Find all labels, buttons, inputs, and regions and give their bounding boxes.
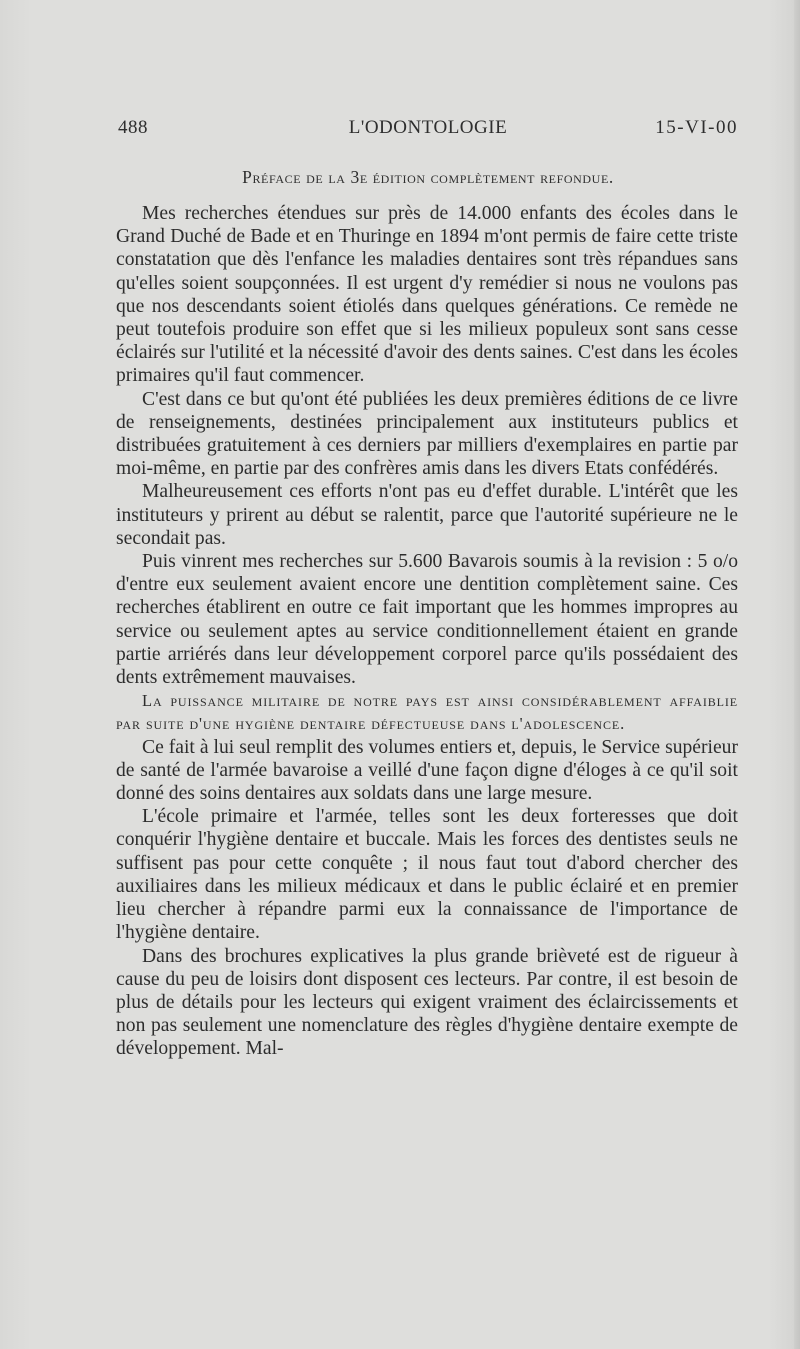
paragraph: Ce fait à lui seul remplit des volumes entiers et, depuis, le Service supérieur de santé de l'armée bavaroise a veillé d'une façon digne d'éloges à ce qu'il soit donné des soins dentaires aux soldats dans une large mesure. — [116, 736, 738, 805]
running-header — [118, 117, 738, 143]
section-title: Préface de la 3e édition complètement refondue. — [242, 167, 614, 187]
paragraph: C'est dans ce but qu'ont été publiées les deux premières éditions de ce livre de renseignements, destinées principalement aux instituteurs publics et distribuées gratuitement à ces derniers par milliers d'exemplaires en partie par moi-même, en partie par des confrères amis dans les divers Etats confédérés. — [116, 388, 738, 480]
paragraph: Malheureusement ces efforts n'ont pas eu d'effet durable. L'intérêt que les instituteurs y prirent au début se ralentit, parce que l'autorité supérieure ne le secondait pas. — [116, 481, 738, 549]
journal-title: L'ODONTOLOGIE — [348, 117, 508, 138]
paragraph: Dans des brochures explicatives la plus grande brièveté est de rigueur à cause du peu de loisirs dont disposent ces lecteurs. Par contre, il est besoin de plus de détails pour les lecteurs qui exigent vraiment des éclaircissements et non pas seulement une nomenclature des règles d'hygiène dentaire exempte de développement. Mal- — [116, 945, 738, 1060]
page-edge — [794, 0, 800, 1349]
paragraph: Puis vinrent mes recherches sur 5.600 Bavarois soumis à la revision : 5 o/o d'entre eux seulement avaient encore une dentition complètement saine. Ces recherches établirent en outre ce fait important que les hommes impropres au service ou seulement aptes au service conditionnellement étaient en grande partie arriérés dans leur développement corporel parce qu'ils possédaient des dents extrêmement mauvaises. — [116, 551, 738, 689]
body-text — [116, 202, 738, 1061]
page-number: 488 — [118, 117, 148, 138]
emphasis-paragraph: La puissance militaire de notre pays est ainsi considérablement affaiblie par suite d'une hygiène dentaire défectueuse dans l'adolescence. — [116, 691, 738, 734]
paragraph: L'école primaire et l'armée, telles sont les deux forteresses que doit conquérir l'hygiène dentaire et buccale. Mais les forces des dentistes seuls ne suffisent pas pour cette conquête ; il nous faut tout d'abord chercher des auxiliaires dans les milieux médicaux et dans le public éclairé et en premier lieu chercher à répandre parmi eux la connaissance de l'importance de l'hygiène dentaire. — [116, 806, 738, 944]
issue-date: 15-VI-00 — [655, 117, 738, 138]
paragraph: Mes recherches étendues sur près de 14.000 enfants des écoles dans le Grand Duché de Bade et en Thuringe en 1894 m'ont permis de faire cette triste constatation que dès l'enfance les maladies dentaires sont très répandues sans qu'elles soient soupçonnées. Il est urgent d'y remédier si nous ne voulons pas que nos descendants soient étiolés dans quelques générations. Ce remède ne peut toutefois produire son effet que si les milieux populeux sont sans cesse éclairés sur l'utilité et la nécessité d'avoir des dents saines. C'est dans les écoles primaires qu'il faut commencer. — [116, 203, 738, 387]
